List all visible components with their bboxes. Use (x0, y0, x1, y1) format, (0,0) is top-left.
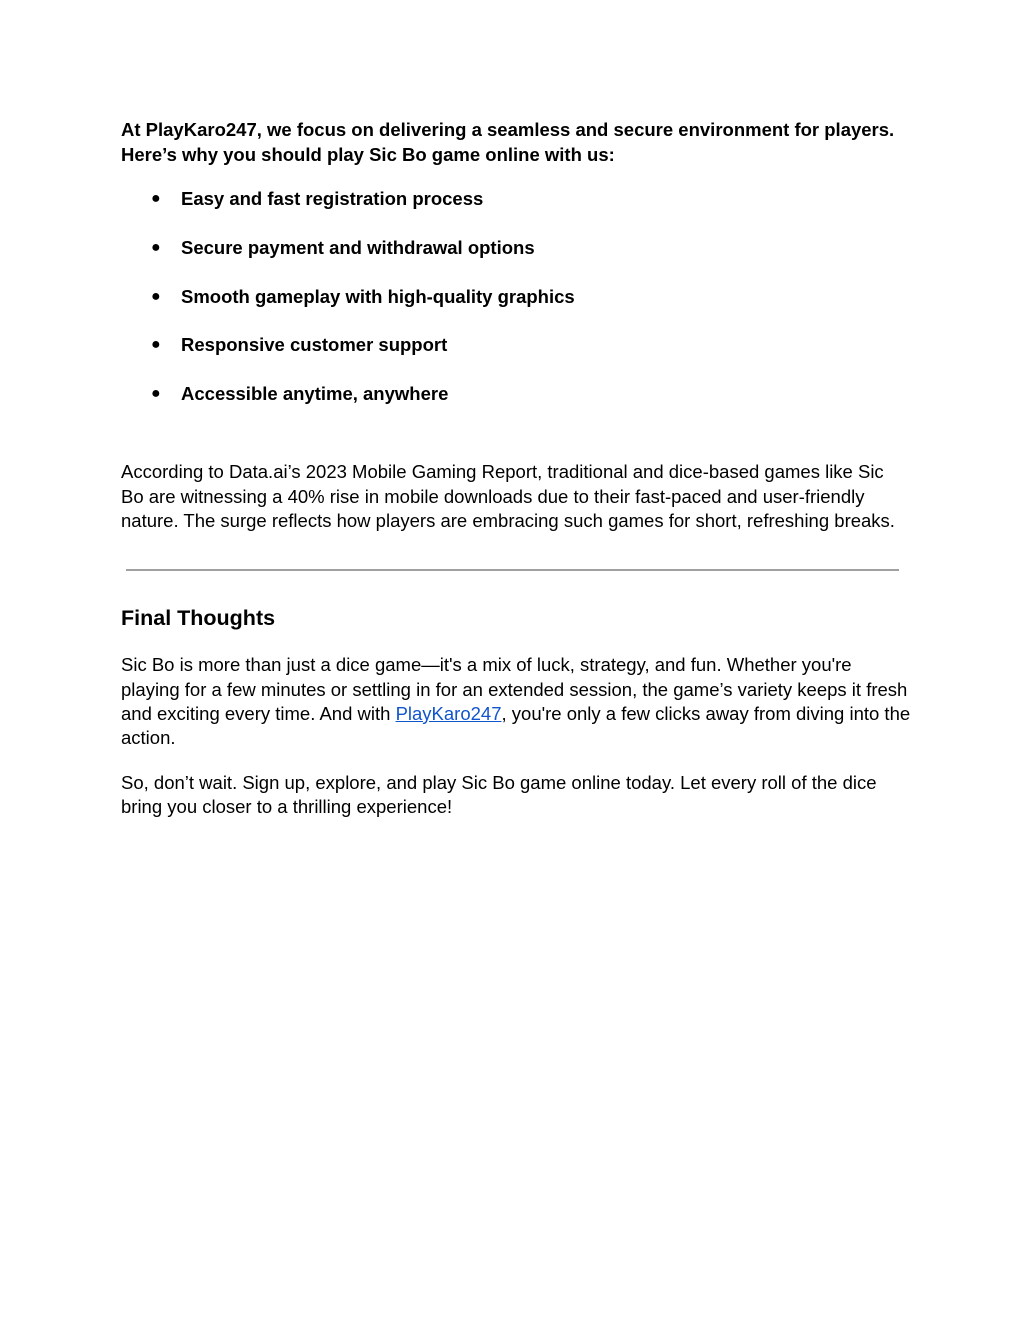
list-item (121, 321, 911, 370)
list-item (121, 224, 911, 273)
list-item-text: Smooth gameplay with high-quality graphics (181, 285, 575, 307)
bullet-icon: ● (151, 336, 161, 354)
final-thoughts-heading: Final Thoughts (121, 606, 276, 631)
closing-paragraph: So, don’t wait. Sign up, explore, and play Sic Bo game online today. Let every roll of the dice bring you closer to a thrilling experience! (121, 771, 877, 817)
bullet-icon: ● (151, 190, 161, 208)
list-item (121, 370, 911, 419)
final-paragraph (121, 653, 911, 750)
intro-paragraph: At PlayKaro247, we focus on delivering a seamless and secure environment for players. Here’s why you should play Sic Bo game online with us: (121, 119, 895, 165)
divider-container (121, 533, 911, 606)
bullet-icon: ● (151, 287, 161, 305)
list-item-text: Responsive customer support (181, 334, 448, 356)
list-item-text: Easy and fast registration process (181, 188, 484, 210)
list-item (121, 175, 911, 224)
list-item (121, 272, 911, 321)
list-item-text: Accessible anytime, anywhere (181, 383, 449, 405)
benefits-list (121, 175, 911, 418)
horizontal-divider (126, 569, 899, 571)
document-content (121, 118, 911, 819)
stats-paragraph: According to Data.ai’s 2023 Mobile Gaming Report, traditional and dice-based games like Sic Bo are witnessing a 40% rise in mobile downloads due to their fast-paced and user-friendly nature. The surge reflects how players are embracing such games for short, refreshing breaks. (121, 461, 895, 532)
bullet-icon: ● (151, 239, 161, 257)
list-item-text: Secure payment and withdrawal options (181, 237, 535, 259)
final-paragraph-text-after: , you're only a few clicks away from diving into the action. (121, 702, 911, 749)
final-paragraph-text-before: Sic Bo is more than just a dice game—it's a mix of luck, strategy, and fun. Whether you're playing for a few minutes or settling in for an extended session, the game’s variety keeps it fresh and exciting every time. And with (121, 654, 908, 724)
bullet-icon: ● (151, 385, 161, 403)
playkaro247-link[interactable]: PlayKaro247 (395, 702, 502, 724)
